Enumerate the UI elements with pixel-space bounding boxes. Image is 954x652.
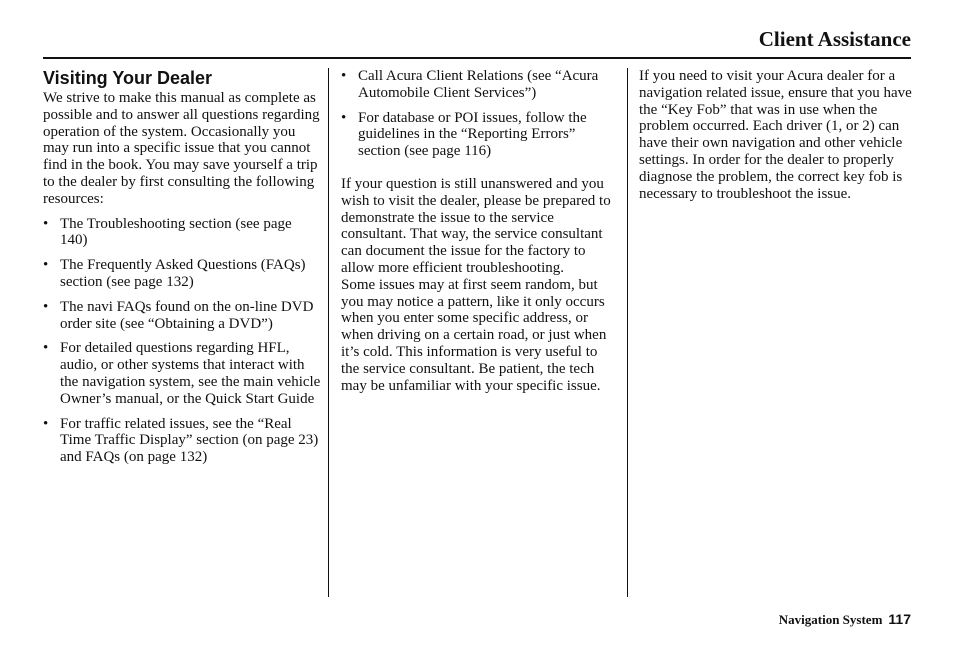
list-item — [43, 257, 321, 291]
list-item — [43, 416, 321, 466]
list-item-text: The Frequently Asked Questions (FAQs) section (see page 132) — [60, 257, 306, 290]
list-item — [43, 340, 321, 407]
list-item-text: For traffic related issues, see the “Real Time Traffic Display” section (on page 23) and FAQs (on page 132) — [60, 415, 319, 466]
section-heading: Visiting Your Dealer — [43, 68, 213, 88]
column-left — [43, 68, 321, 474]
header-rule — [43, 57, 911, 59]
resource-list-continued — [341, 68, 613, 160]
bullet-icon: • — [43, 215, 49, 232]
intro-paragraph: We strive to make this manual as complete as possible and to answer all questions regarding operation of the system. Occasionally you may run into a specific issue that you cannot find in the book. You may save yourself a trip to the dealer by first consulting the following resources: — [43, 90, 320, 207]
bullet-icon: • — [341, 109, 347, 126]
body-paragraph: Some issues may at first seem random, but you may notice a pattern, like it only occurs when you enter some specific address, or when driving on a certain road, or just when it’s cold. This information is very useful to the service consultant. Be patient, the tech may be unfamiliar with your specific issue. — [341, 276, 607, 394]
column-divider — [328, 68, 329, 597]
bullet-icon: • — [43, 298, 49, 315]
footer-label: Navigation System — [778, 612, 883, 627]
list-item — [43, 216, 321, 250]
list-item-text: The Troubleshooting section (see page 140) — [60, 215, 292, 249]
list-item — [43, 299, 321, 333]
body-paragraph: If you need to visit your Acura dealer for a navigation related issue, ensure that you have the “Key Fob” that was in use when the problem occurred. Each driver (1, or 2) can have their own navigation and other vehicle settings. In order for the dealer to properly diagnose the problem, the correct key fob is necessary to troubleshoot the issue. — [639, 68, 912, 202]
list-item-text: For database or POI issues, follow the guidelines in the “Reporting Errors” section (see page 116) — [358, 109, 587, 160]
bullet-icon: • — [43, 340, 49, 357]
bullet-icon: • — [43, 257, 49, 274]
bullet-icon: • — [43, 415, 49, 432]
column-middle — [341, 68, 613, 394]
list-item — [341, 110, 613, 160]
page-number: 117 — [888, 611, 911, 627]
column-divider — [627, 68, 628, 597]
body-paragraph: If your question is still unanswered and you wish to visit the dealer, please be prepared to demonstrate the issue to the service consultant. That way, the service consultant can document the issue for the factory to allow more efficient troubleshooting. — [341, 175, 611, 276]
list-item-text: Call Acura Client Relations (see “Acura Automobile Client Services”) — [358, 68, 599, 101]
page-footer — [779, 610, 911, 629]
list-item-text: For detailed questions regarding HFL, audio, or other systems that interact with the navigation system, see the main vehicle Owner’s manual, or the Quick Start Guide — [60, 340, 321, 407]
list-item-text: The navi FAQs found on the on-line DVD order site (see “Obtaining a DVD”) — [60, 298, 314, 332]
bullet-icon: • — [341, 68, 347, 84]
list-item — [341, 68, 613, 102]
resource-list — [43, 216, 321, 466]
page-title: Client Assistance — [758, 27, 911, 51]
column-right — [639, 68, 914, 202]
